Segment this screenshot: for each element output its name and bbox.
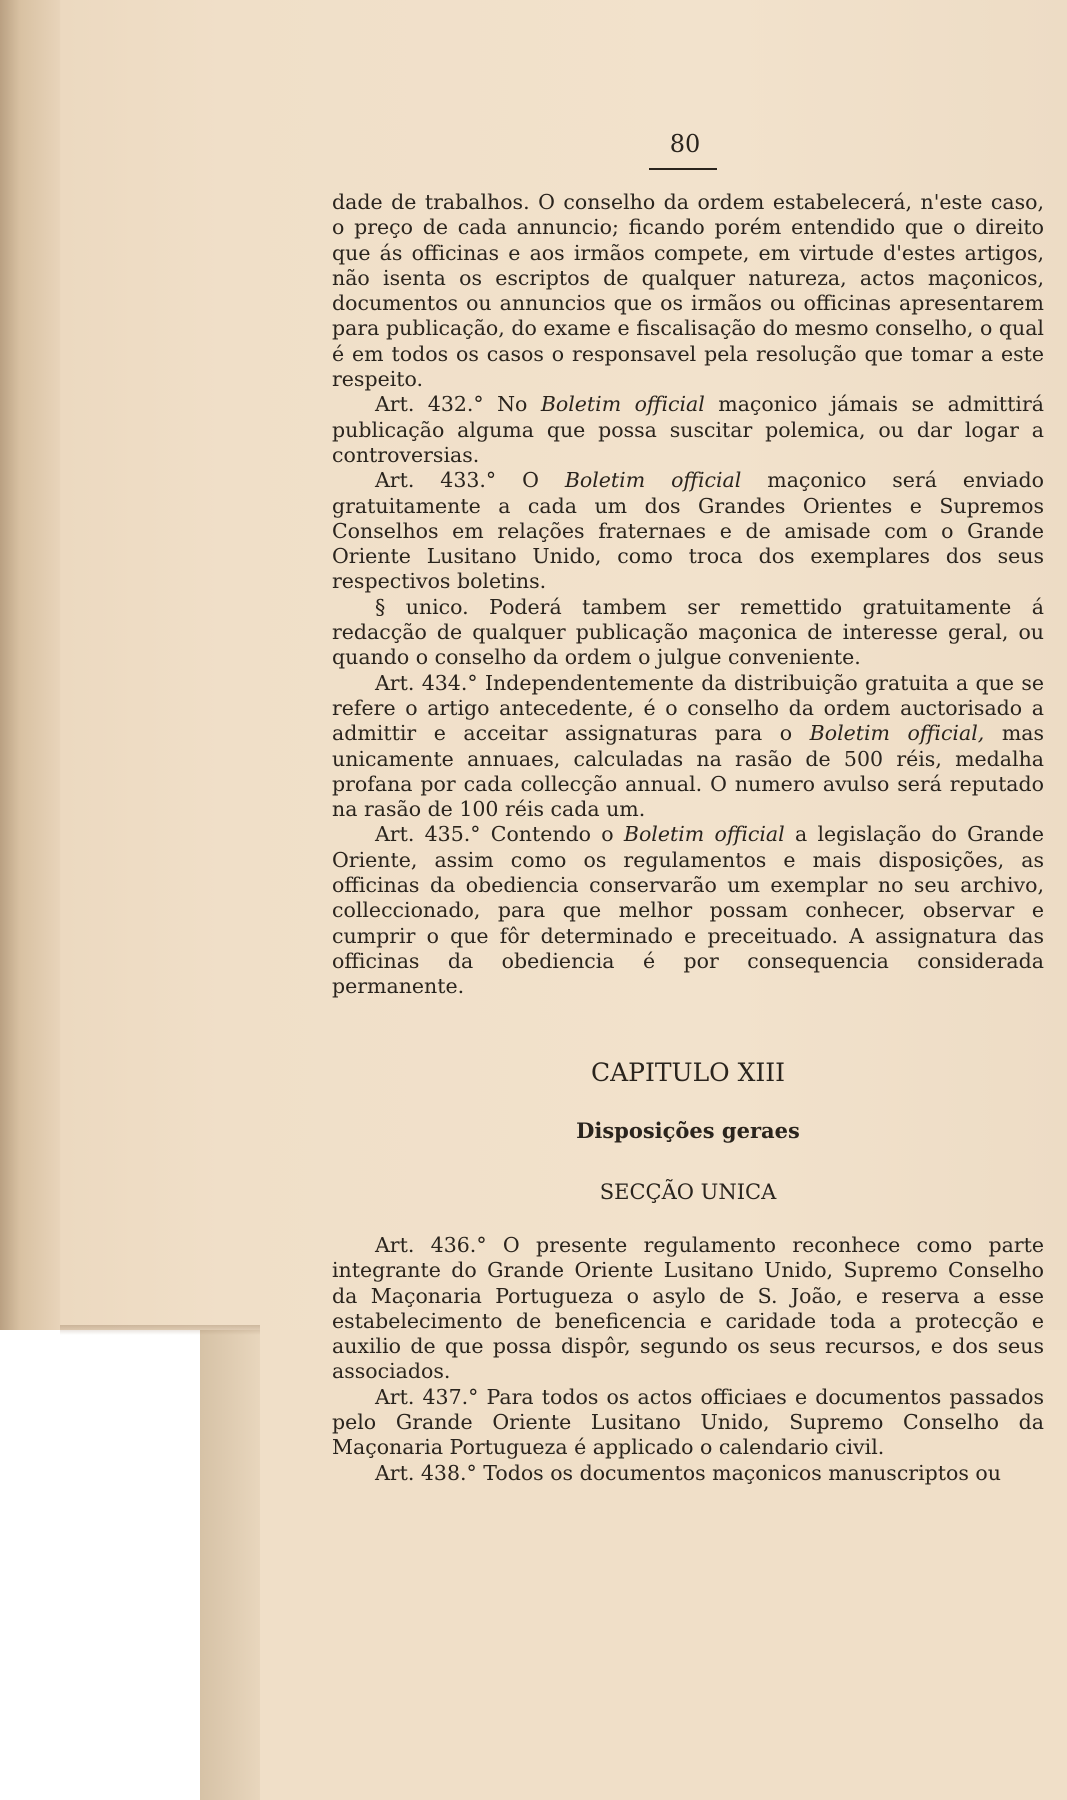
paper-left-edge	[0, 0, 60, 1330]
paragraph-art-432	[332, 392, 1044, 468]
body-text-top	[332, 190, 1044, 1000]
italic-title: Boletim official	[623, 822, 785, 847]
paragraph-text: Art. 434.° Independentemente da distribuição gratuita a que se refere o artigo antecedente, é o conselho da ordem auctorisado a admittir e acceitar assignaturas para o	[332, 670, 1044, 746]
fold-shadow	[60, 1325, 260, 1335]
paragraph: dade de trabalhos. O conselho da ordem estabelecerá, n'este caso, o preço de cada annuncio; ficando porém entendido que o direito que ás officinas e aos irmãos compete, em virtude d'estes artigos, não isenta os escriptos de qualquer natureza, actos maçonicos, documentos ou annuncios que os irmãos ou officinas apresentarem para publicação, do exame e fiscalisação do mesmo conselho, o qual é em todos os casos o responsavel pela resolução que tomar a este respeito.	[332, 190, 1044, 392]
section-title: SECÇÃO UNICA	[599, 1180, 777, 1204]
paragraph-art-438: Art. 438.° Todos os documentos maçonicos manuscriptos ou	[375, 1460, 1001, 1485]
paragraph-text: maçonico será enviado gratuitamente a cada um dos Grandes Orientes e Supremos Conselhos em relações fraternaes e de amisade com o Grande Oriente Lusitano Unido, como troca dos exemplares dos seus respectivos boletins.	[332, 468, 1044, 594]
paragraph-text: Art. 435.° Contendo o	[375, 822, 624, 847]
paragraph-text: a legislação do Grande Oriente, assim como os regulamentos e mais disposições, as officinas da obediencia conservarão um exemplar no seu archivo, colleccionado, para que melhor possam conhecer, observar e cumprir o que fôr determinado e preceituado. A assignatura das officinas da obediencia é por consequencia considerada permanente.	[332, 822, 1044, 999]
body-text-bottom	[332, 1233, 1044, 1486]
paragraph-art-435	[332, 822, 1044, 999]
page-number: 80	[669, 130, 701, 158]
paragraph-text: Art. 432.° No	[375, 392, 541, 417]
underlying-page-edge	[200, 1330, 260, 1800]
italic-title: Boletim official	[540, 392, 705, 417]
chapter-title: CAPITULO XIII	[590, 1058, 786, 1087]
chapter-subtitle: Disposições geraes	[576, 1118, 800, 1143]
paragraph-art-437: Art. 437.° Para todos os actos officiaes e documentos passados pelo Grande Oriente Lusitano Unido, Supremo Conselho da Maçonaria Portugueza é applicado o calendario civil.	[332, 1384, 1044, 1460]
paragraph-unico: § unico. Poderá tambem ser remettido gratuitamente á redacção de qualquer publicação maçonica de interesse geral, ou quando o conselho da ordem o julgue conveniente.	[332, 594, 1044, 670]
page-number-rule	[649, 168, 717, 170]
italic-title: Boletim official	[564, 468, 742, 493]
paragraph-art-436: Art. 436.° O presente regulamento reconhece como parte integrante do Grande Oriente Lusitano Unido, Supremo Conselho da Maçonaria Portugueza o asylo de S. João, e reserva a esse estabelecimento de beneficencia e caridade toda a protecção e auxilio de que possa dispôr, segundo os seus recursos, e dos seus associados.	[332, 1233, 1044, 1384]
paragraph-text: Art. 433.° O	[375, 468, 565, 493]
paragraph-text: maçonico jámais se admittirá publicação alguma que possa suscitar polemica, ou dar logar a controversias.	[332, 392, 1044, 467]
paragraph-text: mas unicamente annuaes, calculadas na rasão de 500 réis, medalha profana por cada collecção annual. O numero avulso será reputado na rasão de 100 réis cada um.	[332, 721, 1045, 822]
italic-title: Boletim official,	[809, 721, 985, 746]
paragraph-art-434	[332, 671, 1044, 823]
paragraph-art-433	[332, 468, 1044, 594]
